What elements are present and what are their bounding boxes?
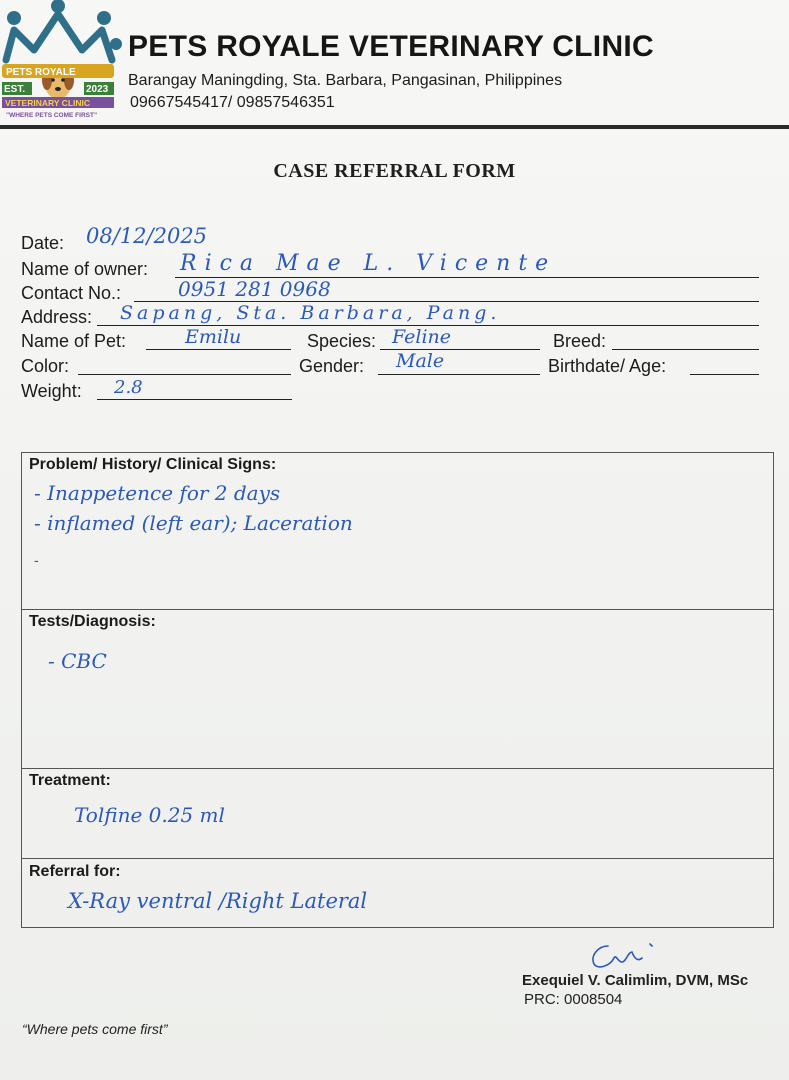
header-divider <box>0 125 789 129</box>
problem-line-2[interactable]: - inflamed (left ear); Laceration <box>34 511 353 535</box>
section-divider <box>22 768 773 769</box>
form-title: CASE REFERRAL FORM <box>273 160 516 182</box>
pet-name-label: Name of Pet: <box>21 331 127 351</box>
date-value[interactable]: 08/12/2025 <box>86 224 208 248</box>
weight-label: Weight: <box>21 381 82 401</box>
section-divider <box>22 609 773 610</box>
footer-tagline: “Where pets come first” <box>22 1021 168 1037</box>
problem-section-label: Problem/ History/ Clinical Signs: <box>29 456 277 473</box>
clinic-phone: 09667545417/ 09857546351 <box>130 94 335 111</box>
treatment-line-1[interactable]: Tolfine 0.25 ml <box>74 803 225 827</box>
clinic-address: Barangay Maningding, Sta. Barbara, Pangasinan, Philippines <box>128 72 563 89</box>
signature <box>580 936 670 972</box>
veterinarian-prc: PRC: 0008504 <box>524 991 623 1008</box>
clinical-table <box>21 452 774 928</box>
address-value[interactable]: Sapang, Sta. Barbara, Pang. <box>120 302 501 324</box>
address-label: Address: <box>21 307 93 327</box>
contact-value[interactable]: 0951 281 0968 <box>178 277 331 301</box>
section-divider <box>22 858 773 859</box>
pet-name-value[interactable]: Emilu <box>185 326 242 348</box>
veterinarian-name: Exequiel V. Calimlim, DVM, MSc <box>522 972 749 989</box>
color-label: Color: <box>21 356 70 376</box>
birthdate-line <box>690 374 759 375</box>
gender-line <box>378 374 540 375</box>
breed-line <box>612 349 759 350</box>
owner-value[interactable]: Rica Mae L. Vicente <box>180 251 557 276</box>
treatment-section-label: Treatment: <box>29 772 111 789</box>
contact-label: Contact No.: <box>21 283 122 303</box>
logo-est: EST. <box>4 84 26 95</box>
birthdate-label: Birthdate/ Age: <box>548 356 667 376</box>
tests-line-1[interactable]: - CBC <box>48 649 107 673</box>
color-line <box>78 374 291 375</box>
logo-year: 2023 <box>86 84 109 95</box>
clinic-name: PETS ROYALE VETERINARY CLINIC <box>128 30 655 63</box>
problem-line-3[interactable]: - <box>34 553 39 569</box>
date-label: Date: <box>21 233 65 253</box>
gender-value[interactable]: Male <box>396 350 445 372</box>
logo-motto: "WHERE PETS COME FIRST" <box>6 112 98 119</box>
problem-line-1[interactable]: - Inappetence for 2 days <box>34 481 281 505</box>
clinic-logo <box>0 0 125 122</box>
weight-value[interactable]: 2.8 <box>114 377 143 398</box>
logo-banner: VETERINARY CLINIC <box>5 98 91 108</box>
gender-label: Gender: <box>299 356 365 376</box>
weight-line <box>97 399 292 400</box>
referral-line-1[interactable]: X-Ray ventral /Right Lateral <box>68 889 368 913</box>
pet-name-line <box>146 349 291 350</box>
breed-label: Breed: <box>553 331 607 351</box>
owner-label: Name of owner: <box>21 259 149 279</box>
referral-section-label: Referral for: <box>29 863 121 880</box>
logo-top-text: PETS ROYALE <box>6 67 76 78</box>
species-label: Species: <box>307 331 377 351</box>
species-value[interactable]: Feline <box>392 326 452 348</box>
tests-section-label: Tests/Diagnosis: <box>29 613 156 630</box>
